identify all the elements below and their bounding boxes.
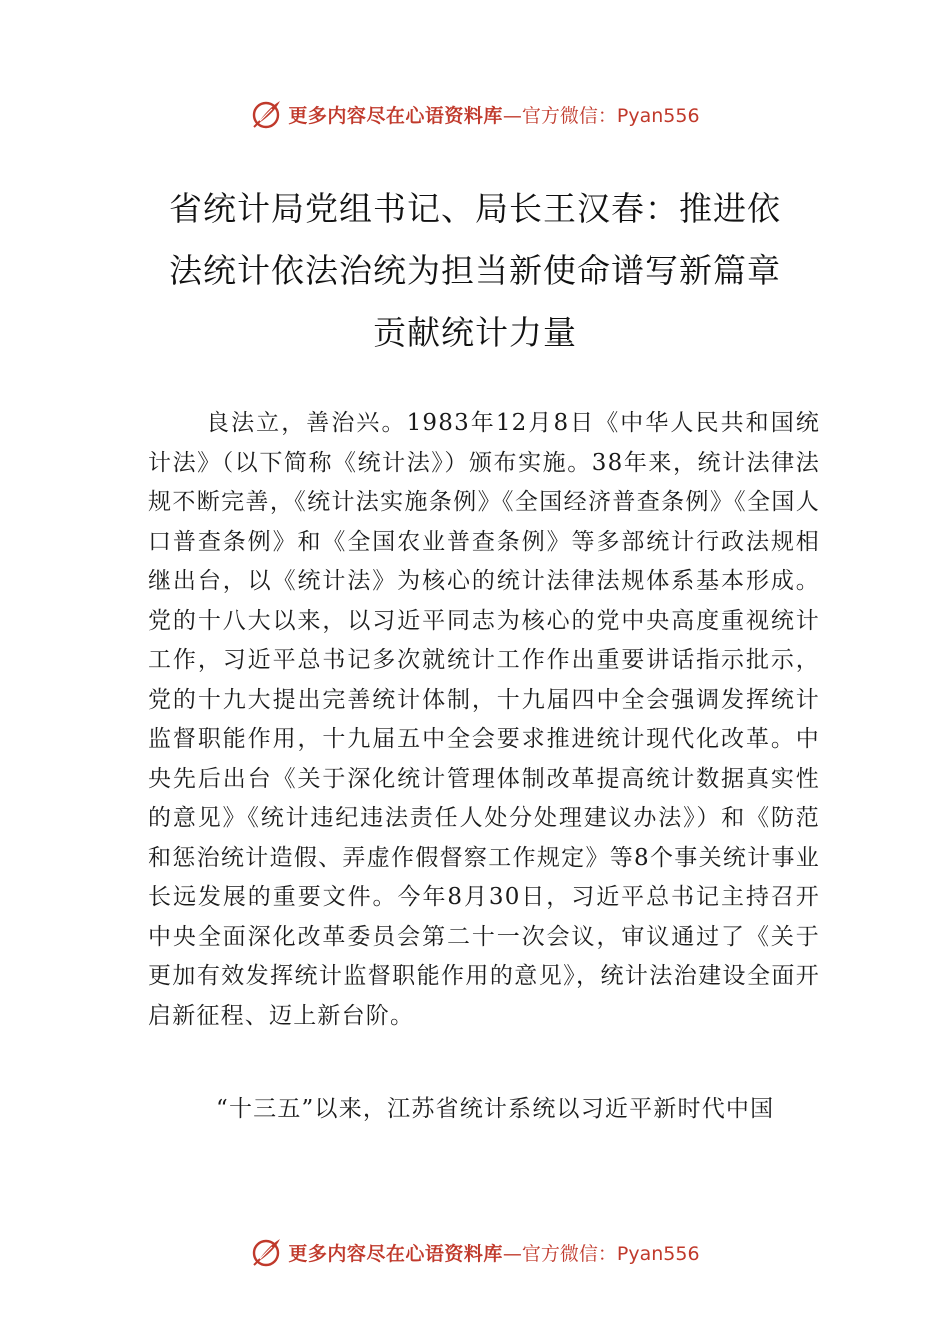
quill-logo-icon bbox=[250, 1235, 284, 1269]
title-line: 省统计局党组书记、局长王汉春：推进依 bbox=[169, 189, 781, 228]
title-line: 贡献统计力量 bbox=[373, 313, 577, 352]
title-line: 法统计依法治统为担当新使命谱写新篇章 bbox=[169, 251, 781, 290]
watermark-lead-text: 更多内容尽在心语资料库 bbox=[288, 1242, 503, 1265]
article-title bbox=[110, 178, 840, 364]
watermark-banner-top bbox=[0, 94, 950, 134]
body-paragraph-1: 良法立，善治兴。1983年12月8日《中华人民共和国统计法》（以下简称《统计法》）颁布实施。38年来，统计法律法规不断完善，《统计法实施条例》《全国经济普查条例》《全国人口普查条例》和《全国农业普查条例》等多部统计行政法规相继出台，以《统计法》为核心的统计法律法规体系基本形成。党的十八大以来，以习近平同志为核心的党中央高度重视统计工作，习近平总书记多次就统计工作作出重要讲话指示批示，党的十九大提出完善统计体制，十九届四中全会强调发挥统计监督职能作用，十九届五中全会要求推进统计现代化改革。中央先后出台《关于深化统计管理体制改革提高统计数据真实性的意见》《统计违纪违法责任人处分处理建议办法》）和《防范和惩治统计造假、弄虚作假督察工作规定》等8个事关统计事业长远发展的重要文件。今年8月30日，习近平总书记主持召开中央全面深化改革委员会第二十一次会议，审议通过了《关于更加有效发挥统计监督职能作用的意见》，统计法治建设全面开启新征程、迈上新台阶。 bbox=[148, 410, 820, 1029]
quill-logo-icon bbox=[250, 97, 284, 131]
watermark-banner-bottom bbox=[0, 1232, 950, 1272]
body-paragraph-2: “十三五”以来，江苏省统计系统以习近平新时代中国 bbox=[216, 1096, 775, 1122]
watermark-wechat-text: —官方微信：Pyan556 bbox=[502, 1242, 700, 1265]
watermark-lead-text: 更多内容尽在心语资料库 bbox=[288, 104, 503, 127]
watermark-wechat-text: —官方微信：Pyan556 bbox=[502, 104, 700, 127]
